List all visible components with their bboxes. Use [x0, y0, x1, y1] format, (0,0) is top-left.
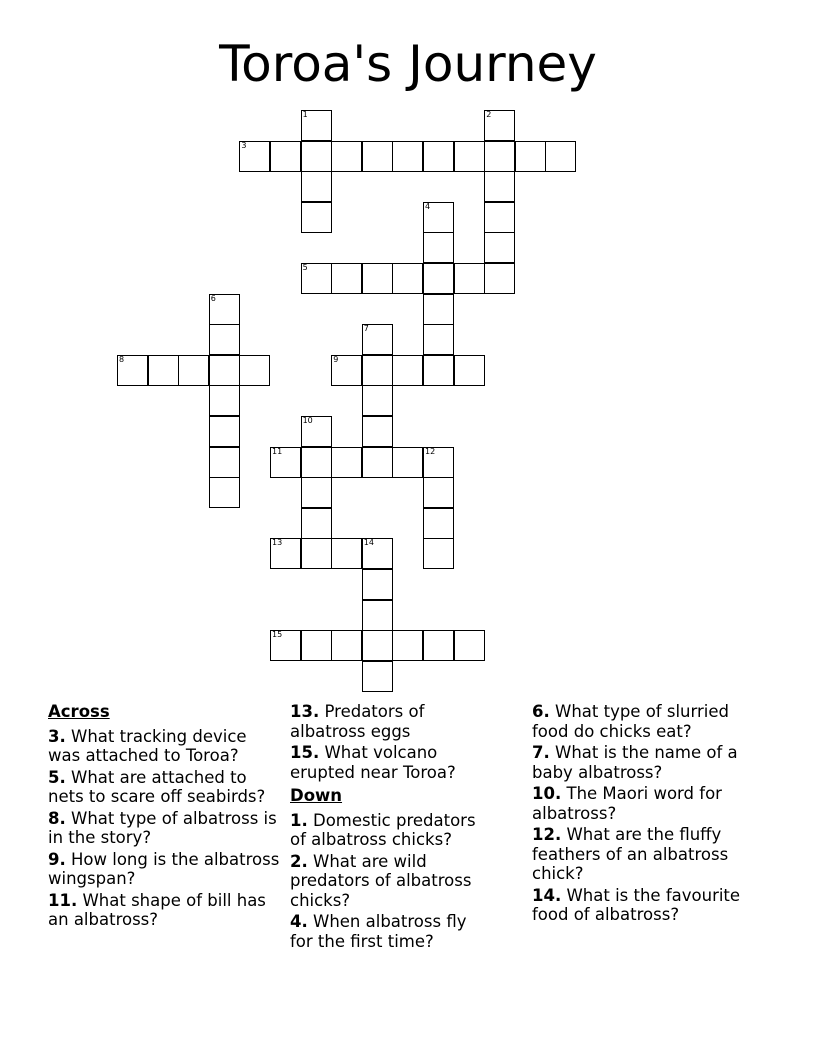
grid-cell[interactable]: [331, 538, 362, 569]
grid-cell[interactable]: [301, 110, 332, 141]
grid-cell[interactable]: [301, 477, 332, 508]
clue-down-6: 6. What type of slurried food do chicks eat?: [532, 702, 729, 741]
cell-number: 4: [425, 201, 431, 211]
cell-number: 11: [272, 446, 283, 456]
grid-cell[interactable]: [362, 538, 393, 569]
clue-down-7: 7. What is the name of a baby albatross?: [532, 743, 738, 782]
grid-cell[interactable]: [301, 630, 332, 661]
grid-cell[interactable]: [301, 416, 332, 447]
grid-cell[interactable]: [331, 630, 362, 661]
grid-cell[interactable]: [301, 141, 332, 172]
clue-column-3: [532, 702, 760, 927]
grid-cell[interactable]: [545, 141, 576, 172]
grid-cell[interactable]: [362, 324, 393, 355]
grid-cell[interactable]: [484, 141, 515, 172]
grid-cell[interactable]: [331, 263, 362, 294]
grid-cell[interactable]: [484, 263, 515, 294]
cell-number: 12: [425, 446, 436, 456]
cell-number: 1: [302, 110, 308, 119]
grid-cell[interactable]: [362, 355, 393, 386]
grid-cell[interactable]: [454, 630, 485, 661]
cell-number: 9: [333, 354, 339, 364]
clue-across-11: 11. What shape of bill has an albatross?: [48, 890, 266, 929]
grid-cell[interactable]: [362, 385, 393, 416]
grid-cell[interactable]: [148, 355, 179, 386]
grid-cell[interactable]: [423, 263, 454, 294]
clue-down-2: 2. What are wild predators of albatross chicks?: [290, 851, 472, 910]
grid-cell[interactable]: [423, 202, 454, 233]
grid-cell[interactable]: [301, 263, 332, 294]
down-heading: Down: [290, 786, 343, 805]
grid-cell[interactable]: [270, 141, 301, 172]
grid-cell[interactable]: [423, 447, 454, 478]
grid-cell[interactable]: [301, 171, 332, 202]
grid-cell[interactable]: [270, 447, 301, 478]
grid-cell[interactable]: [484, 110, 515, 141]
grid-cell[interactable]: [423, 477, 454, 508]
cell-number: 15: [272, 630, 283, 640]
clue-across-15: 15. What volcano erupted near Toroa?: [290, 743, 456, 782]
grid-cell[interactable]: [362, 569, 393, 600]
grid-cell[interactable]: [423, 141, 454, 172]
grid-cell[interactable]: [209, 416, 240, 447]
grid-cell[interactable]: [209, 477, 240, 508]
grid-cell[interactable]: [239, 355, 270, 386]
grid-cell[interactable]: [117, 355, 148, 386]
cell-number: 8: [119, 354, 125, 364]
grid-cell[interactable]: [301, 447, 332, 478]
grid-cell[interactable]: [270, 630, 301, 661]
clue-column-1: [48, 702, 280, 932]
grid-cell[interactable]: [209, 355, 240, 386]
cell-number: 7: [363, 324, 369, 334]
grid-cell[interactable]: [392, 263, 423, 294]
cell-number: 3: [241, 140, 247, 150]
grid-cell[interactable]: [331, 355, 362, 386]
grid-cell[interactable]: [331, 447, 362, 478]
grid-cell[interactable]: [454, 141, 485, 172]
grid-cell[interactable]: [209, 324, 240, 355]
clue-column-2: [290, 702, 490, 953]
grid-cell[interactable]: [423, 508, 454, 539]
clue-across-13: 13. Predators of albatross eggs: [290, 702, 425, 741]
grid-cell[interactable]: [423, 324, 454, 355]
clue-down-4: 4. When albatross fly for the first time?: [290, 912, 467, 951]
across-heading: Across: [48, 702, 110, 721]
grid-cell[interactable]: [515, 141, 546, 172]
grid-cell[interactable]: [392, 141, 423, 172]
grid-cell[interactable]: [454, 263, 485, 294]
grid-cell[interactable]: [209, 385, 240, 416]
grid-cell[interactable]: [423, 538, 454, 569]
grid-cell[interactable]: [362, 416, 393, 447]
cell-number: 5: [302, 263, 308, 272]
clue-across-8: 8. What type of albatross is in the story?: [48, 808, 277, 847]
grid-cell[interactable]: [362, 141, 393, 172]
grid-cell[interactable]: [392, 355, 423, 386]
grid-cell[interactable]: [239, 141, 270, 172]
grid-cell[interactable]: [392, 447, 423, 478]
clue-down-12: 12. What are the fluffy feathers of an albatross chick?: [532, 825, 729, 883]
grid-cell[interactable]: [270, 538, 301, 569]
grid-cell[interactable]: [392, 630, 423, 661]
grid-cell[interactable]: [209, 294, 240, 325]
clue-down-14: 14. What is the favourite food of albatross?: [532, 885, 741, 924]
cell-number: 14: [363, 538, 374, 548]
cell-number: 13: [272, 538, 283, 548]
cell-number: 10: [302, 416, 313, 425]
grid-cell[interactable]: [423, 294, 454, 325]
grid-cell[interactable]: [484, 171, 515, 202]
grid-cell[interactable]: [423, 630, 454, 661]
clue-across-3: 3. What tracking device was attached to Toroa?: [48, 726, 247, 765]
clue-down-1: 1. Domestic predators of albatross chicks?: [290, 810, 476, 849]
clue-across-9: 9. How long is the albatross wingspan?: [48, 849, 280, 888]
grid-cell[interactable]: [362, 447, 393, 478]
grid-cell[interactable]: [301, 538, 332, 569]
grid-cell[interactable]: [362, 600, 393, 631]
grid-cell[interactable]: [301, 508, 332, 539]
grid-cell[interactable]: [362, 630, 393, 661]
grid-cell[interactable]: [423, 232, 454, 263]
grid-cell[interactable]: [454, 355, 485, 386]
grid-cell[interactable]: [362, 263, 393, 294]
grid-cell[interactable]: [209, 447, 240, 478]
grid-cell[interactable]: [331, 141, 362, 172]
puzzle-title: Toroa's Journey: [219, 35, 597, 93]
grid-cell[interactable]: [362, 661, 393, 692]
grid-cell[interactable]: [301, 202, 332, 233]
grid-cell[interactable]: [484, 232, 515, 263]
grid-cell[interactable]: [484, 202, 515, 233]
grid-cell[interactable]: [178, 355, 209, 386]
cell-number: 6: [210, 293, 216, 303]
clue-across-5: 5. What are attached to nets to scare off seabirds?: [48, 767, 266, 806]
grid-cell[interactable]: [423, 355, 454, 386]
cell-number: 2: [486, 110, 492, 119]
clue-down-10: 10. The Maori word for albatross?: [532, 784, 722, 823]
